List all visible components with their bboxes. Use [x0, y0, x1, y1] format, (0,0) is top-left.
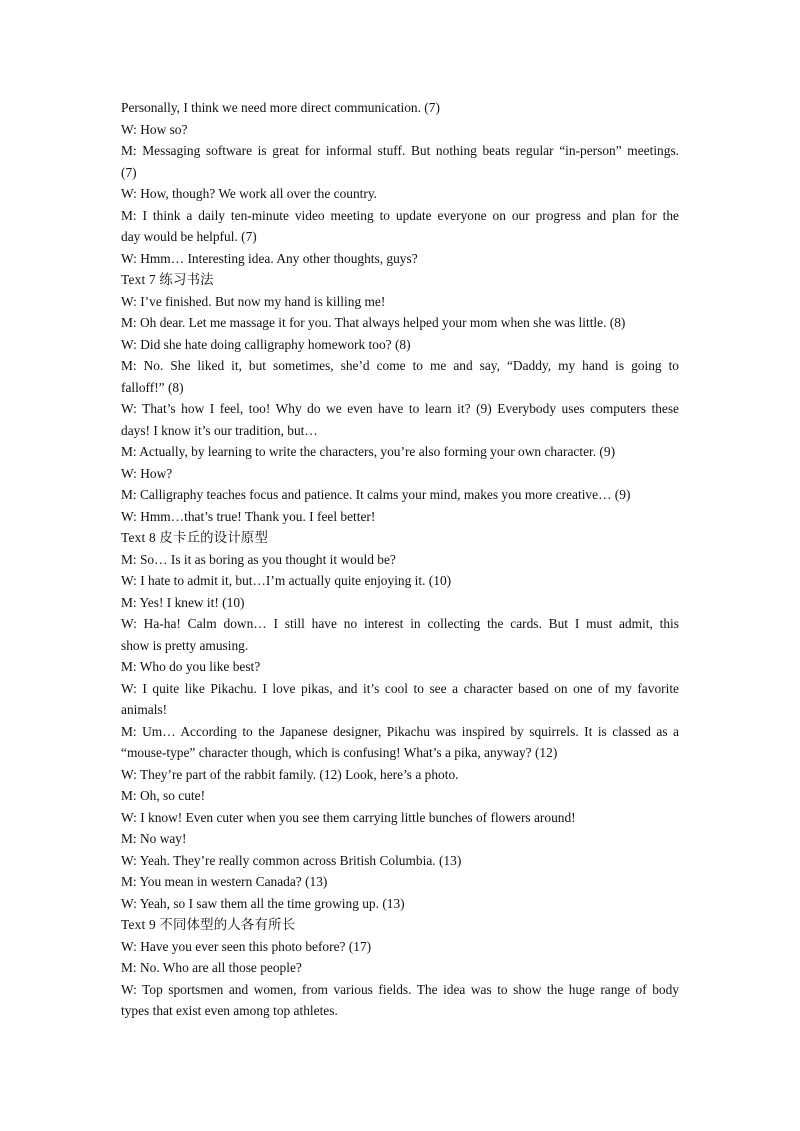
transcript-line: types that exist even among top athletes. — [121, 1003, 338, 1018]
transcript-line: M: Who do you like best? — [121, 659, 261, 674]
transcript-line: M: You mean in western Canada? (13) — [121, 874, 328, 889]
transcript-line: M: Actually, by learning to write the characters, you’re also forming your own character. (9) — [121, 444, 616, 459]
transcript-line: W: They’re part of the rabbit family. (12) Look, here’s a photo. — [121, 766, 459, 782]
transcript-line: M: Um… According to the Japanese designer, Pikachu was inspired by squirrels. It is classed as a — [121, 723, 679, 739]
transcript-line: M: I think a daily ten-minute video meeting to update everyone on our progress and plan for the — [121, 207, 679, 223]
transcript-line: show is pretty amusing. — [121, 637, 249, 653]
transcript-line: W: Hmm… Interesting idea. Any other thoughts, guys? — [121, 250, 418, 266]
transcript-line: W: Did she hate doing calligraphy homework too? (8) — [121, 336, 411, 352]
transcript-line: (7) — [121, 164, 137, 180]
transcript-line: W: Top sportsmen and women, from various fields. The idea was to show the huge range of body — [121, 981, 679, 997]
section-heading-text-9: Text 9 不同体型的人各有所长 — [121, 917, 296, 932]
transcript-line: M: Oh, so cute! — [121, 788, 206, 803]
transcript-line: W: How so? — [121, 121, 188, 137]
transcript-line: W: Ha-ha! Calm down… I still have no interest in collecting the cards. But I must admit, this — [121, 616, 679, 631]
transcript-line: Personally, I think we need more direct communication. (7) — [121, 100, 440, 115]
transcript-line: W: Hmm…that’s true! Thank you. I feel better! — [121, 508, 376, 524]
transcript-line: M: No way! — [121, 831, 187, 846]
transcript-line: W: I’ve finished. But now my hand is killing me! — [121, 293, 386, 309]
transcript-line: “mouse-type” character though, which is confusing! What’s a pika, anyway? (12) — [121, 745, 558, 760]
transcript-line: M: Yes! I knew it! (10) — [121, 594, 245, 610]
transcript-line: falloff!” (8) — [121, 379, 184, 395]
transcript-line: M: So… Is it as boring as you thought it would be? — [121, 551, 396, 567]
transcript-line: M: No. Who are all those people? — [121, 960, 302, 975]
transcript-line: W: I quite like Pikachu. I love pikas, and it’s cool to see a character based on one of my favorite — [121, 680, 679, 696]
transcript-line: W: Yeah. They’re really common across British Columbia. (13) — [121, 852, 462, 868]
transcript-line: W: That’s how I feel, too! Why do we even have to learn it? (9) Everybody uses computers these — [121, 401, 679, 416]
section-heading-text-7: Text 7 练习书法 — [121, 272, 214, 287]
transcript-line: day would be helpful. (7) — [121, 229, 257, 244]
transcript-line: M: No. She liked it, but sometimes, she’d come to me and say, “Daddy, my hand is going to — [121, 358, 679, 373]
transcript-line: M: Oh dear. Let me massage it for you. That always helped your mom when she was little. (8) — [121, 315, 626, 330]
transcript-line: animals! — [121, 702, 168, 717]
transcript-line: days! I know it’s our tradition, but… — [121, 422, 318, 438]
transcript-line: W: Have you ever seen this photo before? (17) — [121, 938, 372, 954]
transcript-line: W: Yeah, so I saw them all the time growing up. (13) — [121, 895, 405, 911]
transcript-line: W: I hate to admit it, but…I’m actually quite enjoying it. (10) — [121, 573, 452, 588]
transcript-line: M: Messaging software is great for informal stuff. But nothing beats regular “in-person” meetings. — [121, 143, 679, 158]
transcript-line: M: Calligraphy teaches focus and patience. It calms your mind, makes you more creative… (9) — [121, 487, 631, 502]
transcript-line: W: How, though? We work all over the country. — [121, 186, 378, 201]
transcript-body — [121, 97, 679, 1022]
transcript-line: W: How? — [121, 465, 173, 481]
section-heading-text-8: Text 8 皮卡丘的设计原型 — [121, 530, 269, 545]
transcript-line: W: I know! Even cuter when you see them carrying little bunches of flowers around! — [121, 809, 576, 825]
